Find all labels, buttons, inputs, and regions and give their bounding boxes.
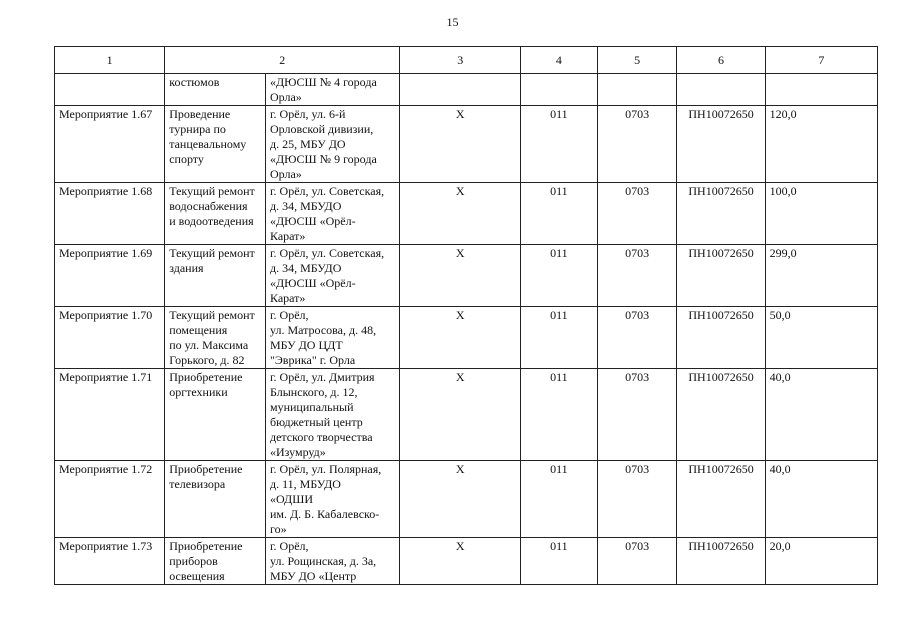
row-name-cell: костюмов <box>165 74 266 106</box>
continuation-row <box>55 74 878 106</box>
row-col5-cell: 0703 <box>597 106 677 183</box>
row-col5-cell: 0703 <box>597 461 677 538</box>
row-col6-cell: ПН10072650 <box>677 538 765 585</box>
header-cell-5: 5 <box>597 47 677 74</box>
row-col6-cell: ПН10072650 <box>677 183 765 245</box>
table-row <box>55 245 878 307</box>
row-col3-cell: Х <box>400 538 521 585</box>
row-name-cell: Текущий ремонт помещения по ул. Максима Горького, д. 82 <box>165 307 266 369</box>
budget-table <box>54 46 878 585</box>
table-header-row <box>55 47 878 74</box>
row-col3-cell: Х <box>400 369 521 461</box>
table-row <box>55 106 878 183</box>
row-id-cell: Мероприятие 1.71 <box>55 369 165 461</box>
row-col3-cell <box>400 74 521 106</box>
row-col6-cell: ПН10072650 <box>677 369 765 461</box>
row-col7-cell: 40,0 <box>765 369 877 461</box>
row-col4-cell: 011 <box>521 461 598 538</box>
row-col4-cell: 011 <box>521 183 598 245</box>
row-place-cell: г. Орёл, ул. Советская, д. 34, МБУДО «ДЮСШ «Орёл- Карат» <box>265 183 399 245</box>
header-cell-4: 4 <box>521 47 598 74</box>
row-col4-cell: 011 <box>521 245 598 307</box>
row-place-cell: г. Орёл, ул. Советская, д. 34, МБУДО «ДЮСШ «Орёл- Карат» <box>265 245 399 307</box>
row-col7-cell: 50,0 <box>765 307 877 369</box>
table-row <box>55 461 878 538</box>
row-col3-cell: Х <box>400 183 521 245</box>
row-name-cell: Текущий ремонт водоснабжения и водоотведения <box>165 183 266 245</box>
row-col5-cell: 0703 <box>597 538 677 585</box>
header-cell-6: 6 <box>677 47 765 74</box>
table-row <box>55 538 878 585</box>
row-col5-cell: 0703 <box>597 307 677 369</box>
row-col6-cell: ПН10072650 <box>677 106 765 183</box>
row-col6-cell <box>677 74 765 106</box>
row-id-cell: Мероприятие 1.72 <box>55 461 165 538</box>
row-name-cell: Текущий ремонт здания <box>165 245 266 307</box>
row-id-cell: Мероприятие 1.68 <box>55 183 165 245</box>
row-col4-cell: 011 <box>521 307 598 369</box>
row-place-cell: «ДЮСШ № 4 города Орла» <box>265 74 399 106</box>
row-col7-cell: 40,0 <box>765 461 877 538</box>
row-place-cell: г. Орёл, ул. 6-й Орловской дивизии, д. 25, МБУ ДО «ДЮСШ № 9 города Орла» <box>265 106 399 183</box>
row-id-cell: Мероприятие 1.69 <box>55 245 165 307</box>
row-id-cell: Мероприятие 1.73 <box>55 538 165 585</box>
row-id-cell <box>55 74 165 106</box>
row-name-cell: Приобретение оргтехники <box>165 369 266 461</box>
row-col3-cell: Х <box>400 307 521 369</box>
row-col4-cell: 011 <box>521 106 598 183</box>
row-col7-cell <box>765 74 877 106</box>
page-number: 15 <box>446 15 459 29</box>
header-cell-2: 2 <box>165 47 400 74</box>
row-col6-cell: ПН10072650 <box>677 245 765 307</box>
header-cell-7: 7 <box>765 47 877 74</box>
row-col7-cell: 100,0 <box>765 183 877 245</box>
row-col4-cell: 011 <box>521 538 598 585</box>
row-col4-cell: 011 <box>521 369 598 461</box>
row-id-cell: Мероприятие 1.67 <box>55 106 165 183</box>
row-id-cell: Мероприятие 1.70 <box>55 307 165 369</box>
row-col7-cell: 20,0 <box>765 538 877 585</box>
row-name-cell: Проведение турнира по танцевальному спорту <box>165 106 266 183</box>
row-col4-cell <box>521 74 598 106</box>
row-col3-cell: Х <box>400 245 521 307</box>
row-col7-cell: 299,0 <box>765 245 877 307</box>
row-name-cell: Приобретение приборов освещения <box>165 538 266 585</box>
row-place-cell: г. Орёл, ул. Полярная, д. 11, МБУДО «ОДШИ им. Д. Б. Кабалевско- го» <box>265 461 399 538</box>
row-col3-cell: Х <box>400 106 521 183</box>
row-place-cell: г. Орёл, ул. Дмитрия Блынского, д. 12, муниципальный бюджетный центр детского творчества «Изумруд» <box>265 369 399 461</box>
row-place-cell: г. Орёл, ул. Рощинская, д. 3а, МБУ ДО «Центр <box>265 538 399 585</box>
row-col5-cell: 0703 <box>597 183 677 245</box>
row-col3-cell: Х <box>400 461 521 538</box>
header-cell-1: 1 <box>55 47 165 74</box>
row-col6-cell: ПН10072650 <box>677 307 765 369</box>
row-place-cell: г. Орёл, ул. Матросова, д. 48, МБУ ДО ЦДТ "Эврика" г. Орла <box>265 307 399 369</box>
table-row <box>55 307 878 369</box>
header-cell-3: 3 <box>400 47 521 74</box>
table-row <box>55 183 878 245</box>
row-name-cell: Приобретение телевизора <box>165 461 266 538</box>
row-col6-cell: ПН10072650 <box>677 461 765 538</box>
row-col5-cell <box>597 74 677 106</box>
row-col5-cell: 0703 <box>597 245 677 307</box>
table-row <box>55 369 878 461</box>
row-col7-cell: 120,0 <box>765 106 877 183</box>
row-col5-cell: 0703 <box>597 369 677 461</box>
